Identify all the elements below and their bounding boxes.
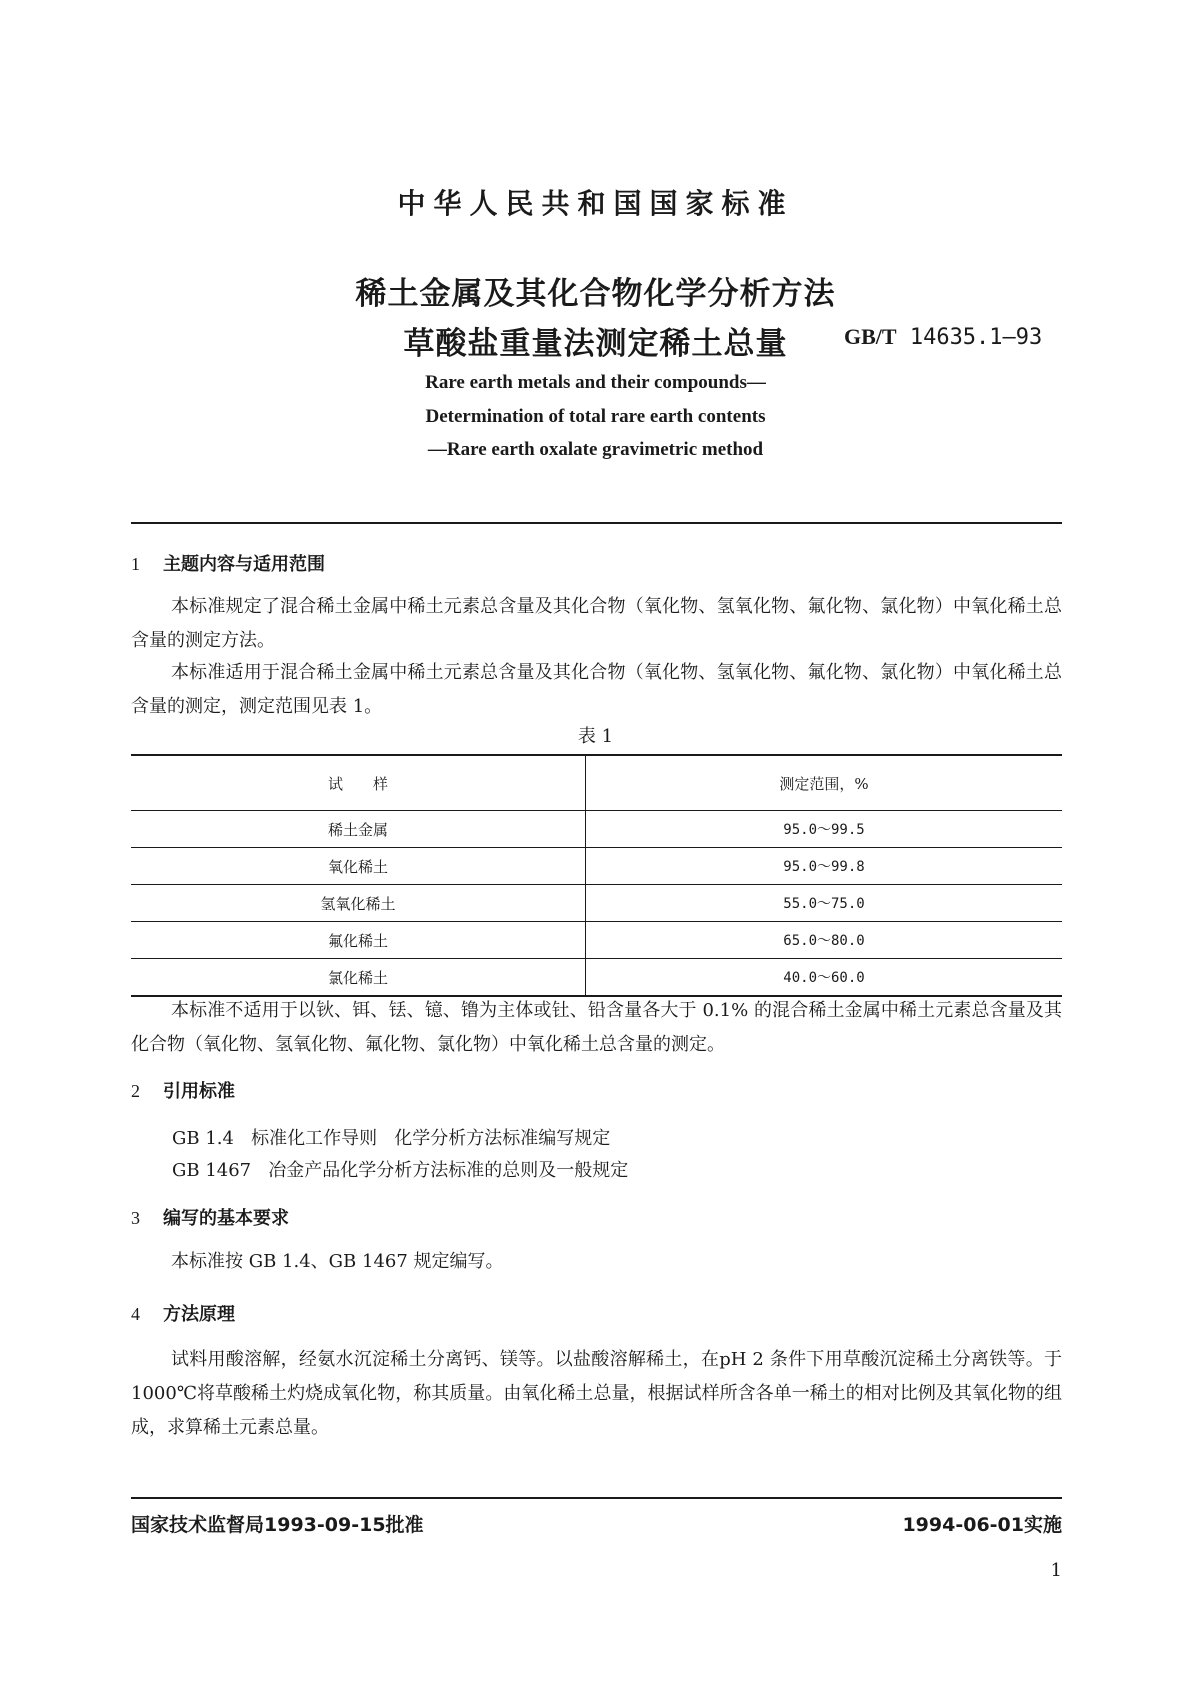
table-1-caption: 表 1 bbox=[577, 726, 614, 747]
table-1 bbox=[131, 754, 1062, 997]
header-divider bbox=[131, 522, 1062, 524]
section-3-number: 3 bbox=[131, 1208, 140, 1228]
national-standard-heading: 中华人民共和国国家标准 bbox=[397, 187, 794, 220]
section-2-number: 2 bbox=[131, 1081, 140, 1101]
standard-number-value: 14635.1—93 bbox=[909, 325, 1043, 350]
table-cell-sample: 氯化稀土 bbox=[131, 959, 586, 997]
section-1-para-3: 本标准不适用于以钬、铒、铥、镱、镥为主体或钍、铅含量各大于 0.1% 的混合稀土金属中稀土元素总含量及其 化合物（氧化物、氢氧化物、氟化物、氯化物）中氧化稀土总含量的测定。 bbox=[131, 1000, 1062, 1055]
table-row bbox=[131, 922, 1062, 959]
section-1-number: 1 bbox=[131, 554, 140, 574]
title-en-line1: Rare earth metals and their compounds— bbox=[425, 372, 766, 393]
section-2-heading bbox=[131, 1077, 235, 1103]
section-1-para-2: 本标准适用于混合稀土金属中稀土元素总含量及其化合物（氧化物、氢氧化物、氟化物、氯化物）中氧化稀土总含量的测定，测定范围见表 1。 bbox=[131, 662, 1062, 717]
table-header-sample: 试 样 bbox=[131, 755, 586, 811]
table-cell-range: 95.0～99.8 bbox=[586, 848, 1063, 885]
table-header-range: 测定范围，% bbox=[586, 755, 1063, 811]
table-cell-sample: 氟化稀土 bbox=[131, 922, 586, 959]
reference-gb-1-4: GB 1.4 标准化工作导则 化学分析方法标准编写规定 bbox=[172, 1128, 611, 1149]
title-cn-line1: 稀土金属及其化合物化学分析方法 bbox=[355, 276, 836, 312]
section-4-number: 4 bbox=[131, 1304, 140, 1324]
table-cell-sample: 稀土金属 bbox=[131, 811, 586, 848]
standard-prefix: GB/T bbox=[844, 324, 897, 349]
title-en-line2: Determination of total rare earth contents bbox=[425, 406, 766, 427]
table-cell-range: 40.0～60.0 bbox=[586, 959, 1063, 997]
footer-divider bbox=[131, 1497, 1062, 1499]
title-en-line3: —Rare earth oxalate gravimetric method bbox=[427, 439, 764, 460]
standard-number bbox=[844, 324, 1042, 350]
section-4-para: 试料用酸溶解，经氨水沉淀稀土分离钙、镁等。以盐酸溶解稀土，在pH 2 条件下用草酸沉淀稀土分离铁等。于 1000℃将草酸稀土灼烧成氧化物，称其质量。由氧化稀土总量，根据试样所含各单一稀土的相对比例及其氧化物的组成，求算稀土元素总量。 bbox=[131, 1349, 1062, 1438]
section-3-heading bbox=[131, 1204, 289, 1230]
section-2-title: 引用标准 bbox=[163, 1081, 235, 1102]
table-cell-range: 55.0～75.0 bbox=[586, 885, 1063, 922]
table-row bbox=[131, 885, 1062, 922]
section-3-para: 本标准按 GB 1.4、GB 1467 规定编写。 bbox=[171, 1251, 504, 1272]
approval-date: 国家技术监督局1993-09-15批准 bbox=[131, 1514, 424, 1536]
table-row bbox=[131, 959, 1062, 997]
section-4-title: 方法原理 bbox=[163, 1304, 235, 1325]
table-header-row bbox=[131, 755, 1062, 811]
reference-gb-1467: GB 1467 冶金产品化学分析方法标准的总则及一般规定 bbox=[172, 1160, 629, 1181]
table-row bbox=[131, 811, 1062, 848]
table-cell-range: 95.0～99.5 bbox=[586, 811, 1063, 848]
title-cn-line2: 草酸盐重量法测定稀土总量 bbox=[403, 326, 788, 362]
page-number: 1 bbox=[1050, 1560, 1062, 1581]
table-cell-range: 65.0～80.0 bbox=[586, 922, 1063, 959]
section-1-heading bbox=[131, 550, 325, 576]
table-cell-sample: 氢氧化稀土 bbox=[131, 885, 586, 922]
table-row bbox=[131, 848, 1062, 885]
section-4-heading bbox=[131, 1300, 235, 1326]
section-1-para-1: 本标准规定了混合稀土金属中稀土元素总含量及其化合物（氧化物、氢氧化物、氟化物、氯化物）中氧化稀土总含量的测定方法。 bbox=[131, 596, 1062, 651]
section-3-title: 编写的基本要求 bbox=[163, 1208, 289, 1229]
section-1-title: 主题内容与适用范围 bbox=[163, 554, 325, 575]
table-cell-sample: 氧化稀土 bbox=[131, 848, 586, 885]
effective-date: 1994-06-01实施 bbox=[902, 1514, 1062, 1536]
